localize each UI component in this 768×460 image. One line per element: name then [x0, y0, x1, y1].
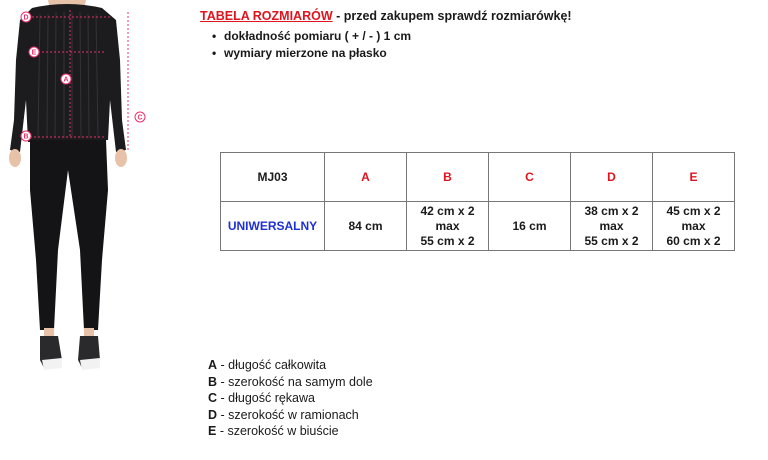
value-d-line: 55 cm x 2: [584, 233, 639, 248]
value-e-cell: [653, 202, 735, 251]
right-hand-shape: [115, 149, 127, 167]
legend-item: [208, 407, 373, 424]
legend-item: [208, 423, 373, 440]
size-chart-heading: [200, 9, 572, 23]
marker-c: C: [137, 114, 143, 122]
model-code-cell: MJ03: [221, 153, 325, 202]
marker-a: A: [63, 76, 69, 84]
legend-text: - szerokość na samym dole: [217, 374, 373, 389]
legend-key: C: [208, 391, 218, 406]
value-b-line: 42 cm x 2: [420, 203, 475, 218]
table-row: [221, 202, 735, 251]
legend-key: B: [208, 374, 218, 389]
size-label-cell: UNIWERSALNY: [221, 202, 325, 251]
legend-item: [208, 357, 373, 374]
value-d-line: max: [599, 218, 624, 233]
note-accuracy: • dokładność pomiaru ( + / - ) 1 cm: [212, 28, 411, 45]
legend-text: - długość całkowita: [217, 358, 327, 372]
measurement-notes: [212, 28, 411, 62]
table-header-row: [221, 153, 735, 202]
value-b-line: 55 cm x 2: [420, 233, 475, 248]
value-c-cell: 16 cm: [489, 202, 571, 251]
legend-key: E: [208, 424, 217, 439]
marker-b: B: [23, 133, 29, 141]
model-illustration: [0, 0, 160, 460]
left-hand-shape: [9, 149, 21, 167]
column-c-header: C: [489, 153, 571, 202]
legend-text: - szerokość w biuście: [216, 424, 339, 439]
value-e-line: max: [681, 218, 706, 233]
marker-e: E: [31, 49, 37, 57]
legend-text: - długość rękawa: [217, 391, 315, 406]
note-flat-measure: • wymiary mierzone na płasko: [212, 45, 411, 62]
legend-text: - szerokość w ramionach: [217, 407, 359, 422]
marker-d: D: [23, 14, 29, 22]
value-d-line: 38 cm x 2: [584, 203, 639, 218]
measurement-legend: [208, 357, 373, 440]
value-e-line: 45 cm x 2: [666, 203, 721, 218]
model-figure: [0, 0, 160, 460]
legend-key: D: [208, 407, 218, 422]
legend-item: [208, 374, 373, 391]
column-a-header: A: [325, 153, 407, 202]
value-d-cell: [571, 202, 653, 251]
size-table: [220, 152, 735, 251]
column-e-header: E: [653, 153, 735, 202]
column-d-header: D: [571, 153, 653, 202]
value-b-cell: [407, 202, 489, 251]
leggings-shape: [30, 140, 108, 330]
size-chart-subtitle: - przed zakupem sprawdź rozmiarówkę!: [332, 9, 572, 23]
value-e-line: 60 cm x 2: [666, 233, 721, 248]
legend-key: A: [208, 358, 218, 372]
value-b-line: max: [435, 218, 460, 233]
value-a-cell: 84 cm: [325, 202, 407, 251]
legend-item: [208, 390, 373, 407]
size-chart-title: TABELA ROZMIARÓW: [200, 9, 333, 23]
column-b-header: B: [407, 153, 489, 202]
